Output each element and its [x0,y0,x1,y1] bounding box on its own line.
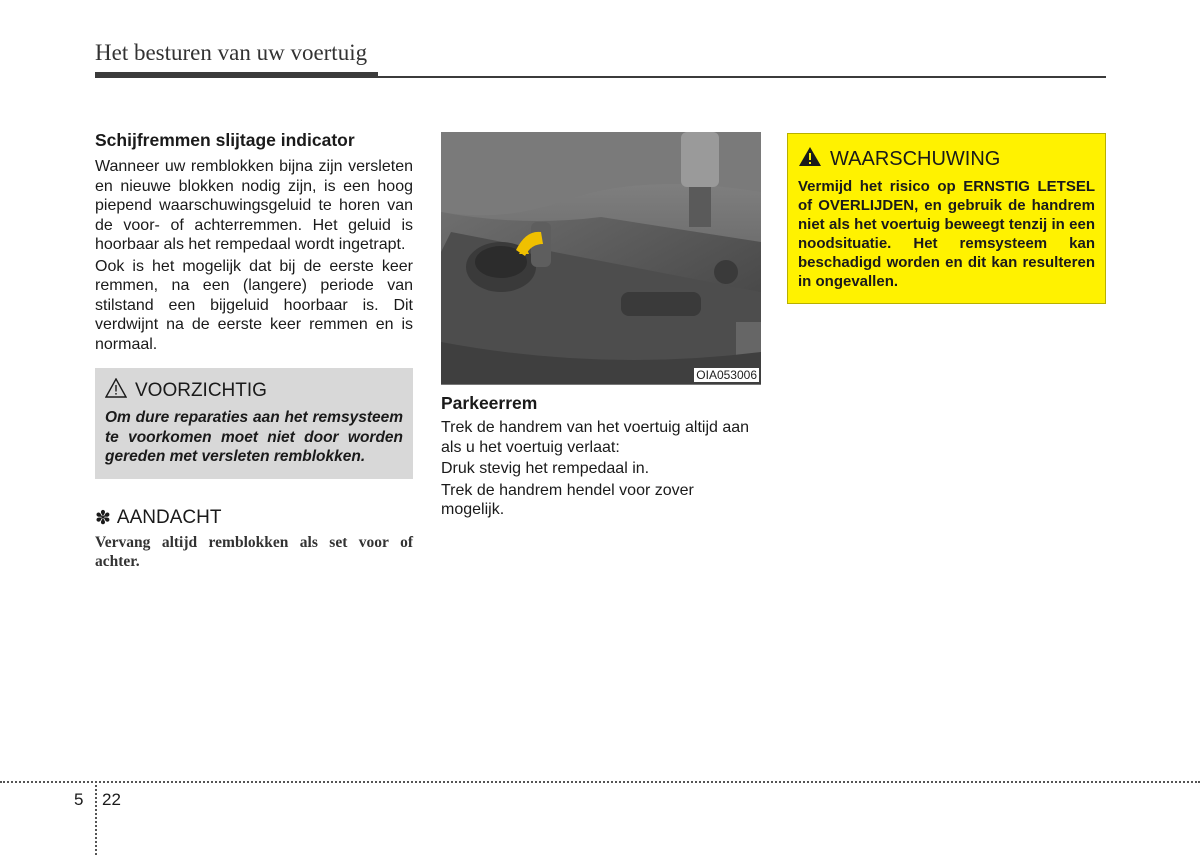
notice-title: AANDACHT [116,507,222,528]
header-rule-thick [95,72,378,78]
caution-title: VOORZICHTIG [135,380,267,401]
parking-brake-paragraph-1: Trek de handrem van het voertuig altijd aan als u het voertuig verlaat: [441,419,750,456]
caution-title-row [105,378,403,404]
notice-asterisk-icon: ✽ [95,507,111,529]
footer-dotted-divider [95,781,97,855]
disc-brake-heading: Schijfremmen slijtage indicator [95,130,355,150]
notice-text: Vervang altijd remblokken als set voor of achter. [95,533,413,570]
handbrake-photo [441,132,761,385]
warning-box [787,133,1106,304]
page-number: 22 [102,790,121,809]
warning-title: WAARSCHUWING [830,148,1001,170]
warning-text: Vermijd het risico op ERNSTIG LETSEL of OVERLIJDEN, en gebruik de handrem niet als het voertuig beweegt tenzij in een noodsituatie. Het remsysteem kan beschadigd worden en dit kan resulteren in ongevallen. [798,178,1095,290]
parking-brake-paragraph-3: Trek de handrem hendel voor zover mogelijk. [441,481,694,518]
header-rule-thin [378,76,1106,78]
page-header-title: Het besturen van uw voertuig [95,40,368,65]
parking-brake-heading: Parkeerrem [441,393,538,413]
caution-box [95,368,413,479]
caution-triangle-icon [105,378,127,404]
middle-column [441,132,761,522]
disc-brake-paragraph-2: Ook is het mogelijk dat bij de eerste keer remmen, na een (langere) periode van stilstand een bijgeluid hoorbaar is. Dit verdwijnt na de eerste keer remmen en is normaal. [95,257,413,353]
parking-brake-paragraph-2: Druk stevig het rempedaal in. [441,460,650,477]
caution-text: Om dure reparaties aan het remsysteem te voorkomen moet niet door worden gereden met versleten remblokken. [105,409,403,465]
chapter-number: 5 [74,790,84,809]
disc-brake-paragraph-1: Wanneer uw remblokken bijna zijn versleten en nieuwe blokken nodig zijn, is een hoog piepend waarschuwingsgeluid te horen van de voor- of achterremmen. Het geluid is hoorbaar als het rempedaal wordt ingetrapt. [95,158,413,253]
image-code: OIA053006 [696,368,757,382]
notice-block [95,507,413,571]
notice-title-row [95,507,413,530]
warning-title-row [798,146,1095,173]
footer-dotted-rule [0,781,1200,783]
warning-triangle-icon [798,146,822,173]
handbrake-illustration [441,132,761,384]
right-column [787,133,1106,304]
left-column [95,130,413,571]
